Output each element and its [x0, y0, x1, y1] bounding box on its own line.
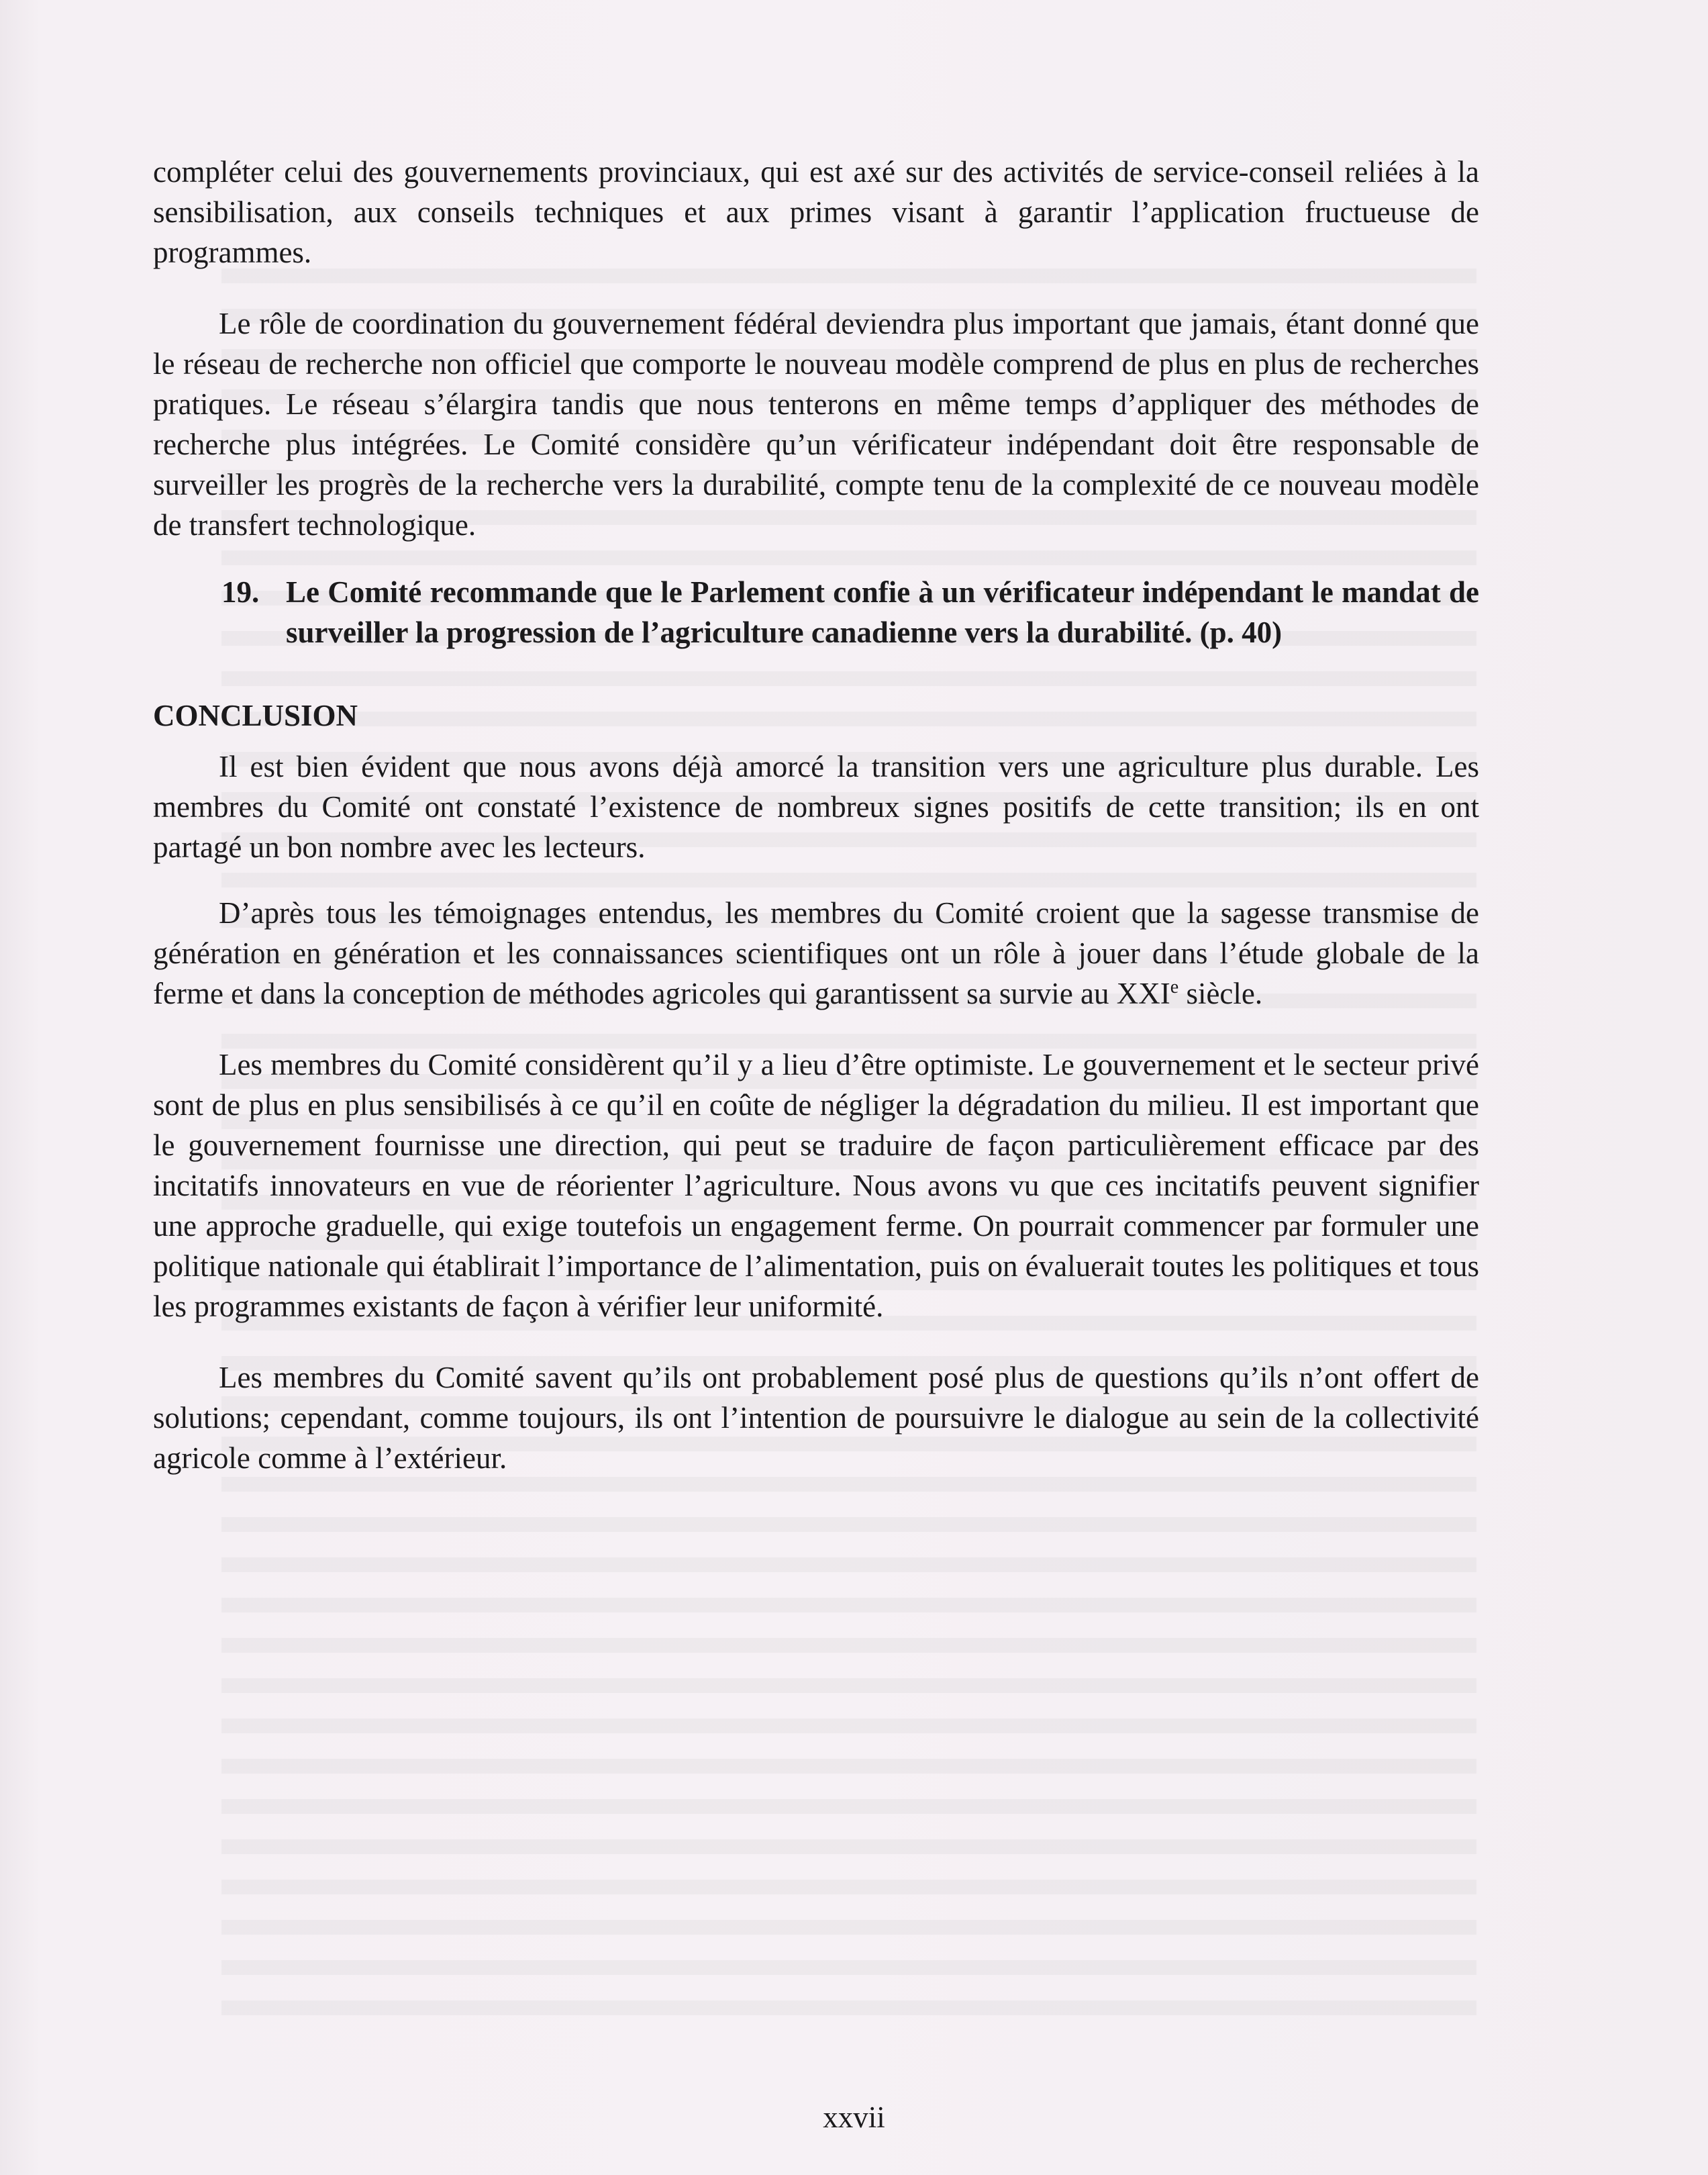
document-body [153, 152, 1479, 1478]
paragraph-coordination-role: Le rôle de coordination du gouvernement fédéral deviendra plus important que jamais, étant donné que le réseau de recherche non officiel que comporte le nouveau modèle comprend de plus en plus de recherches pratiques. Le réseau s’élargira tandis que nous tenterons en même temps d’appliquer des méthodes de recherche plus intégrées. Le Comité considère qu’un vérificateur indépendant doit être responsable de surveiller les progrès de la recherche vers la durabilité, compte tenu de la complexité de ce nouveau modèle de transfert technologique. [153, 307, 1479, 542]
section-heading-conclusion: CONCLUSION [153, 699, 358, 732]
paragraph-temoignages-end: siècle. [1178, 977, 1263, 1010]
paragraph-optimisme: Les membres du Comité considèrent qu’il y a lieu d’être optimiste. Le gouvernement et le secteur privé sont de plus en plus sensibilisés à ce qu’il en coûte de négliger la dégradation du milieu. Il est important que le gouvernement fournisse une direction, qui peut se traduire de façon particulièrement efficace par des incitatifs innovateurs en vue de réorienter l’agriculture. Nous avons vu que ces incitatifs peuvent signifier une approche graduelle, qui exige toutefois un engagement ferme. On pourrait commencer par formuler une politique nationale qui établirait l’importance de l’alimentation, puis on évaluerait toutes les politiques et tous les programmes existants de façon à vérifier leur uniformité. [153, 1048, 1479, 1323]
recommendation-19 [221, 572, 1479, 652]
paragraph-transition: Il est bien évident que nous avons déjà amorcé la transition vers une agriculture plus durable. Les membres du Comité ont constaté l’existence de nombreux signes positifs de cette transition; ils en ont partagé un bon nombre avec les lecteurs. [153, 750, 1479, 864]
paragraph-temoignages [153, 893, 1479, 1014]
recommendation-text: Le Comité recommande que le Parlement confie à un vérificateur indépendant le mandat de surveiller la progression de l’agriculture canadienne vers la durabilité. (p. 40) [286, 575, 1479, 649]
paragraph-service-conseil: compléter celui des gouvernements provinciaux, qui est axé sur des activités de service-conseil reliées à la sensibilisation, aux conseils techniques et aux primes visant à garantir l’application fructueuse de programmes. [153, 155, 1479, 269]
page-number: xxvii [823, 2100, 885, 2134]
century-superscript: e [1170, 977, 1179, 998]
paragraph-dialogue: Les membres du Comité savent qu’ils ont probablement posé plus de questions qu’ils n’ont offert de solutions; cependant, comme toujours, ils ont l’intention de poursuivre le dialogue au sein de la collectivité agricole comme à l’extérieur. [153, 1361, 1479, 1475]
recommendation-number: 19. [221, 575, 260, 609]
paragraph-temoignages-text: D’après tous les témoignages entendus, les membres du Comité croient que la sagesse transmise de génération en génération et les connaissances scientifiques ont un rôle à jouer dans l’étude globale de la ferme et dans la conception de méthodes agricoles qui garantissent sa survie au XXI [153, 896, 1479, 1010]
